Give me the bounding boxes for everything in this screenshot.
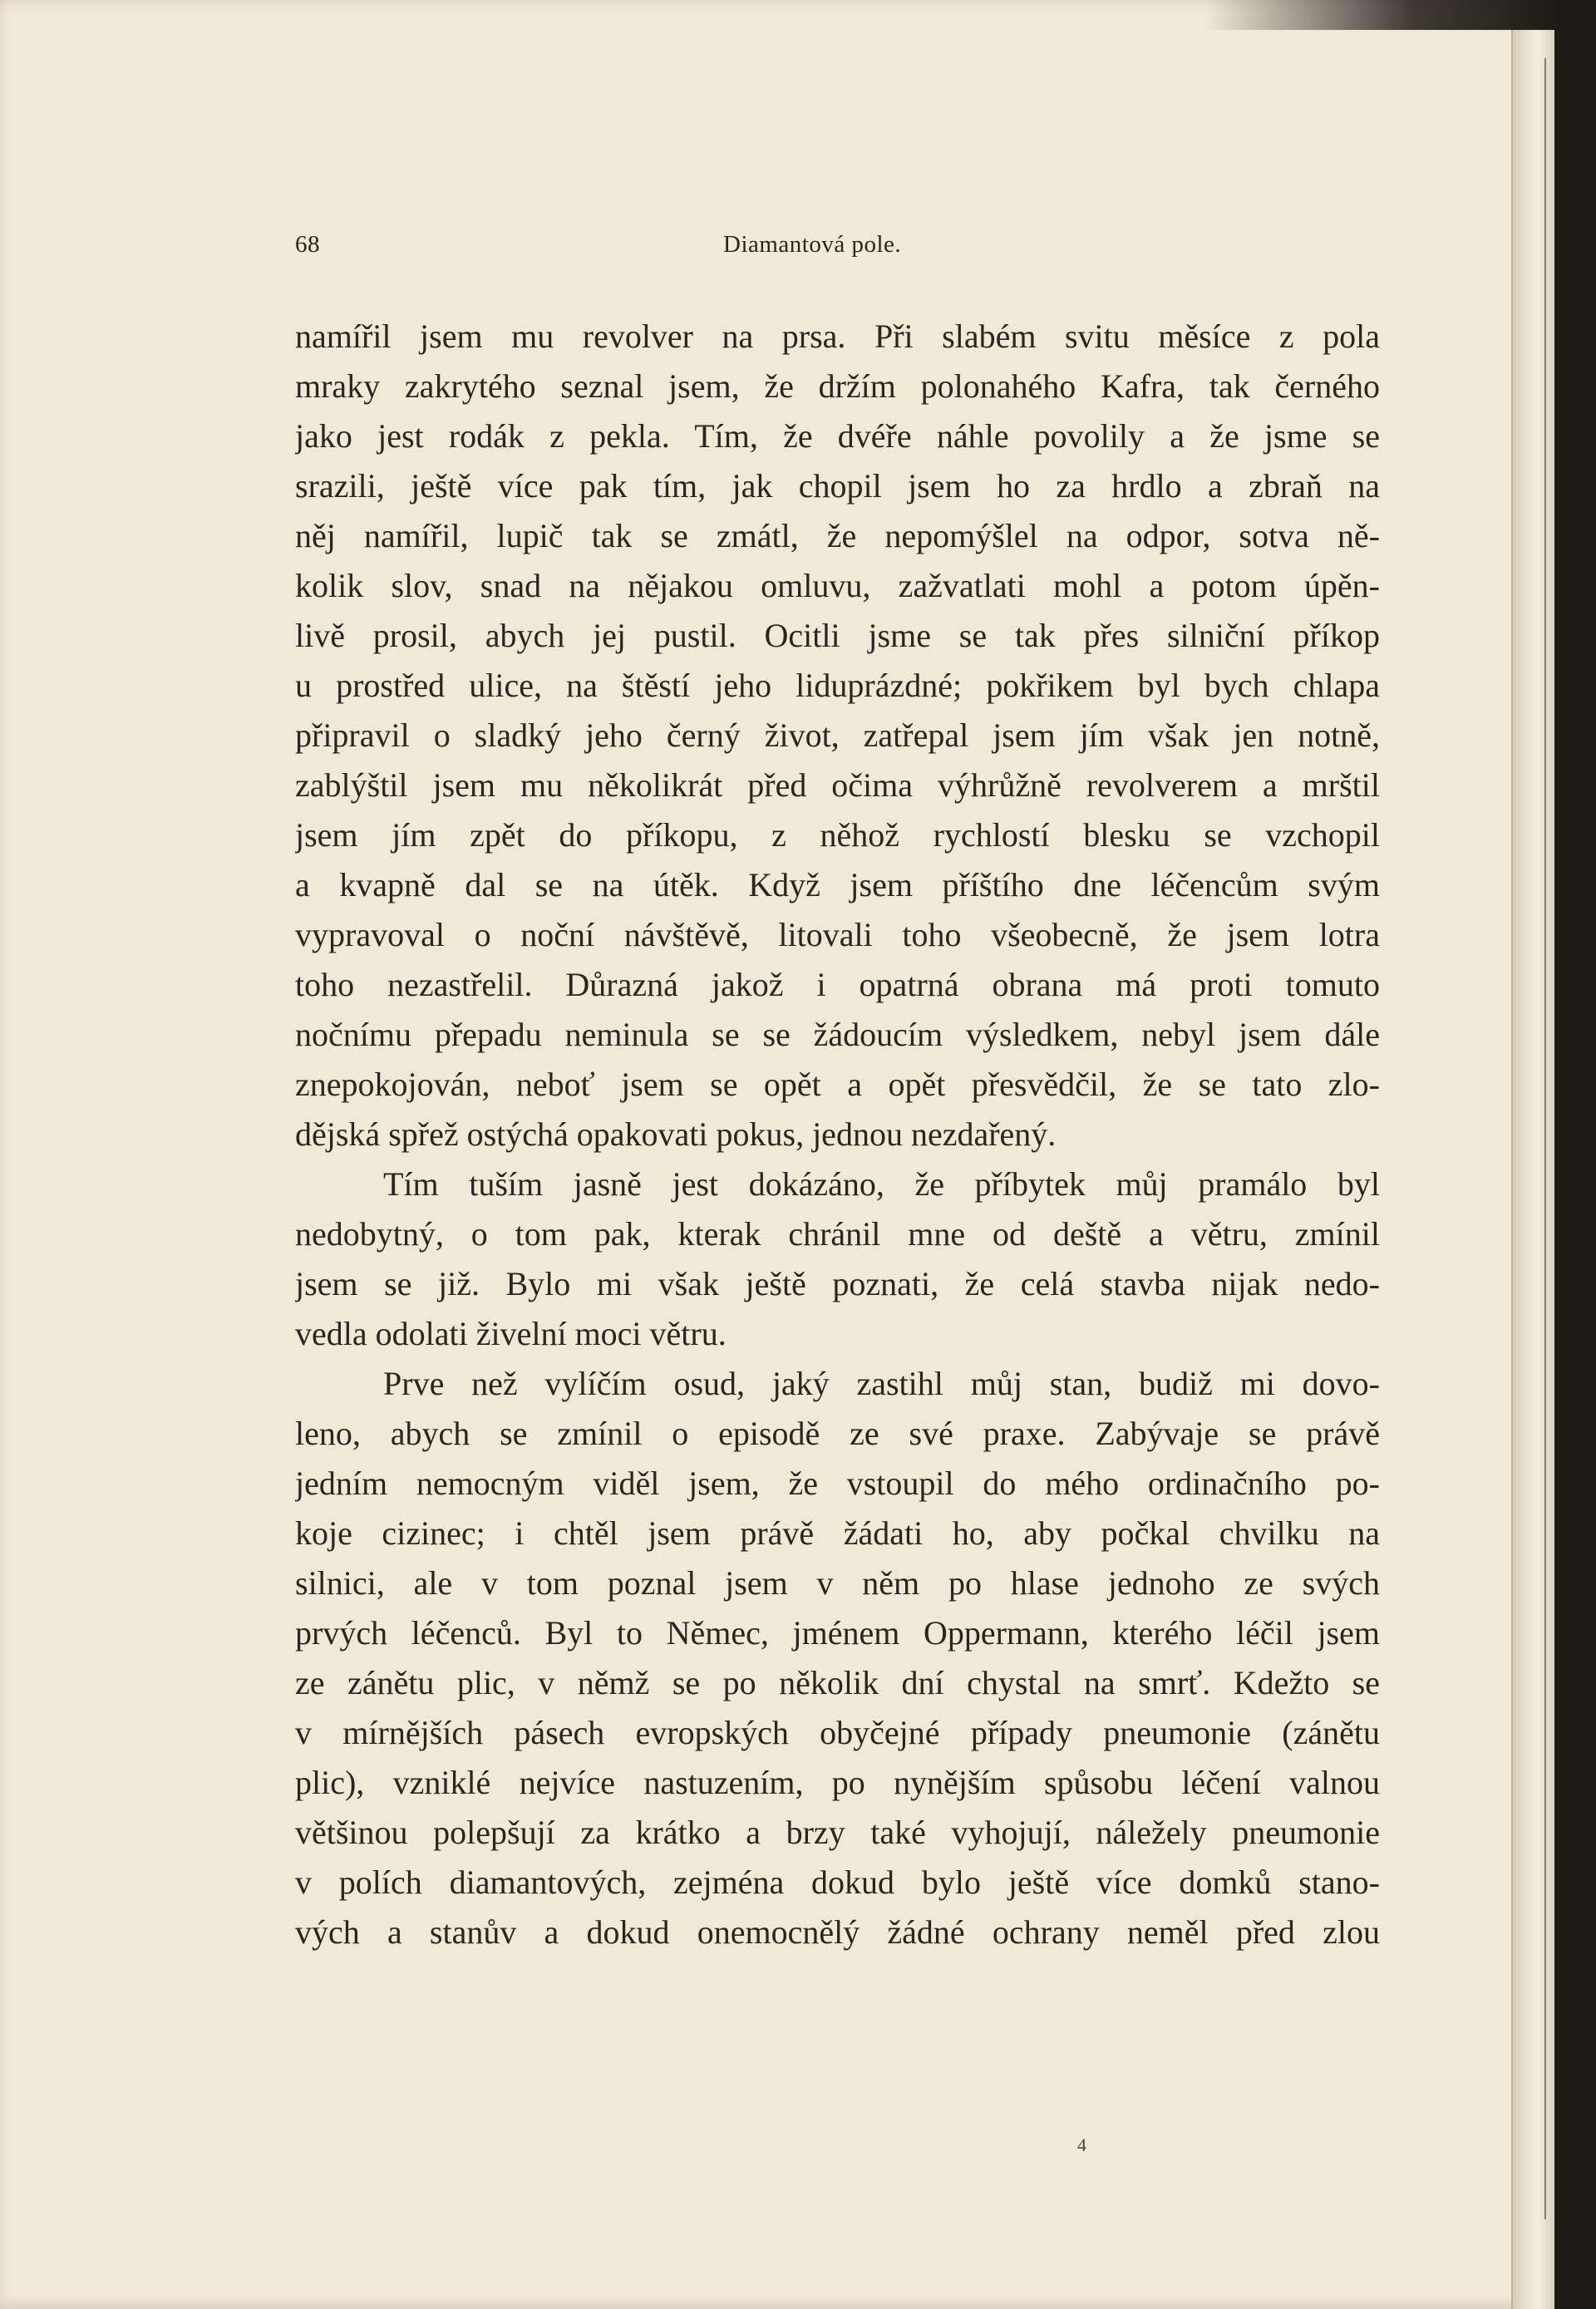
text-line-18: Tím tuším jasně jest dokázáno, že příbytek můj pramálo byl [383,1165,1380,1203]
text-line-32: v polích diamantových, zejména dokud bylo ještě více domků stano- [295,1863,1380,1901]
text-line-25: koje cizinec; i chtěl jsem právě žádati ho, aby počkal chvilku na [295,1514,1380,1552]
page-header [291,231,1380,268]
text-line-17: dějská spřež ostýchá opakovati pokus, jednou nezdařený. [295,1115,1057,1153]
text-line-24: jedním nemocným viděl jsem, že vstoupil do mého ordinačního po- [295,1465,1380,1502]
text-line-11: jsem jím zpět do příkopu, z něhož rychlostí blesku se vzchopil [295,816,1380,854]
text-line-31: většinou polepšují za krátko a brzy také vyhojují, náležely pneumonie [295,1814,1380,1851]
text-line-5: něj namířil, lupič tak se zmátl, že nepomýšlel na odpor, sotva ně- [295,517,1380,554]
text-line-13: vypravoval o noční návštěvě, litovali toho všeobecně, že jsem lotra [295,916,1380,953]
text-line-14: toho nezastřelil. Důrazná jakož i opatrná obrana má proti tomuto [295,966,1380,1003]
text-line-10: zablýštil jsem mu několikrát před očima výhrůžně revolverem a mrštil [295,766,1380,804]
page-fore-edge [1511,0,1554,2309]
text-line-2: mraky zakrytého seznal jsem, že držím polonahého Kafra, tak černého [295,367,1380,405]
text-line-16: znepokojován, neboť jsem se opět a opět přesvědčil, že se tato zlo- [295,1066,1380,1103]
text-line-27: prvých léčenců. Byl to Němec, jménem Oppermann, kterého léčil jsem [295,1614,1380,1652]
text-line-9: připravil o sladký jeho černý život, zatřepal jsem jím však jen notně, [295,716,1380,754]
text-line-22: Prve než vylíčím osud, jaký zastihl můj stan, budiž mi dovo- [383,1365,1380,1402]
text-line-33: vých a stanův a dokud onemocnělý žádné ochrany neměl před zlou [295,1913,1380,1951]
text-line-26: silnici, ale v tom poznal jsem v něm po hlase jednoho ze svých [295,1564,1380,1602]
text-line-4: srazili, ještě více pak tím, jak chopil jsem ho za hrdlo a zbraň na [295,467,1380,505]
text-line-8: u prostřed ulice, na štěstí jeho liduprázdné; pokřikem byl bych chlapa [295,667,1380,704]
text-line-23: leno, abych se zmínil o episodě ze své praxe. Zabývaje se právě [295,1415,1380,1452]
text-line-3: jako jest rodák z pekla. Tím, že dvéře náhle povolily a že jsme se [295,417,1380,455]
scan-corner-shadow [1205,0,1554,30]
text-line-21: vedla odolati živelní moci větru. [295,1315,727,1352]
text-line-19: nedobytný, o tom pak, kterak chránil mne od deště a větru, zmínil [295,1215,1380,1253]
page-edge-line [1544,58,1546,2219]
text-line-6: kolik slov, snad na nějakou omluvu, zažvatlati mohl a potom úpěn- [295,567,1380,604]
running-head: Diamantová pole. [723,231,902,258]
text-line-29: v mírnějších pásech evropských obyčejné případy pneumonie (zánětu [295,1714,1380,1751]
text-line-28: ze zánětu plic, v němž se po několik dní chystal na smrť. Kdežto se [295,1664,1380,1701]
text-line-15: nočnímu přepadu neminula se se žádoucím výsledkem, nebyl jsem dále [295,1016,1380,1053]
text-line-1: namířil jsem mu revolver na prsa. Při slabém svitu měsíce z pola [295,318,1380,355]
text-line-12: a kvapně dal se na útěk. Když jsem příštího dne léčencům svým [295,866,1380,903]
page-number: 68 [295,231,320,258]
text-line-20: jsem se již. Bylo mi však ještě poznati, že celá stavba nijak nedo- [295,1265,1380,1302]
text-line-7: livě prosil, abych jej pustil. Ocitli jsme se tak přes silniční příkop [295,617,1380,654]
body-text [295,312,1380,1957]
signature-mark: 4 [1077,2134,1086,2155]
text-line-30: plic), vzniklé nejvíce nastuzením, po nynějším spůsobu léčení valnou [295,1764,1380,1801]
